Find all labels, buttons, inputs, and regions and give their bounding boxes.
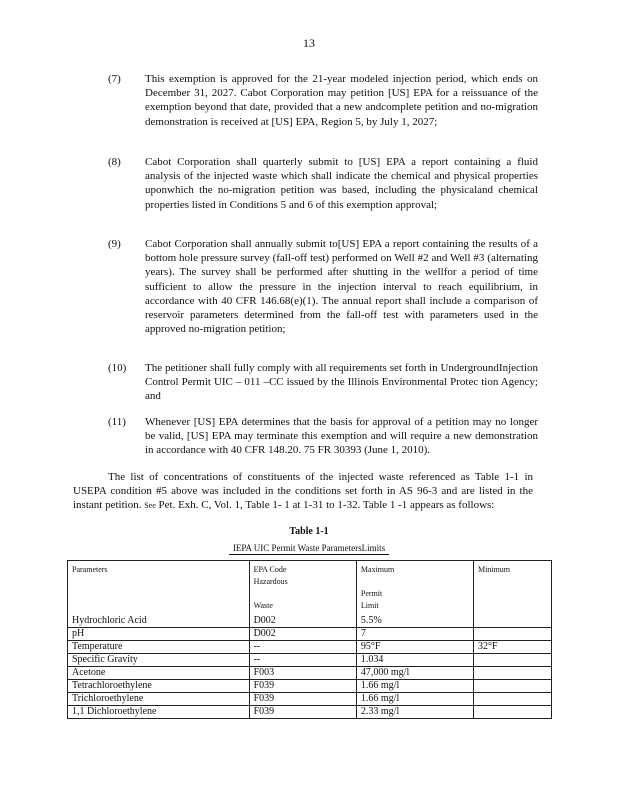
condition-number: (7) xyxy=(108,73,121,85)
condition-text: Whenever [US] EPA determines that the basis for approval of a petition may no longer be valid, [US] EPA may terminate this exemption and will require a new demonstration in accordance with 40 CFR 148.20. 75 FR 30393 (June 1, 2010). xyxy=(145,416,538,457)
condition-11 xyxy=(108,415,538,458)
cell-maximum: 1.66 mg/l xyxy=(356,680,473,693)
cell-minimum xyxy=(473,706,551,719)
header-waste: Waste xyxy=(253,601,273,610)
waste-parameters-table xyxy=(67,560,552,719)
cell-parameter: Tetrachloroethylene xyxy=(68,680,250,693)
condition-7 xyxy=(108,72,538,129)
header-maximum-permit xyxy=(361,564,469,600)
cell-epa-code: D002 xyxy=(249,612,356,628)
cell-minimum xyxy=(473,628,551,641)
header-maximum-limit xyxy=(356,561,473,613)
cell-epa-code: -- xyxy=(249,654,356,667)
cell-parameter: Specific Gravity xyxy=(68,654,250,667)
cell-epa-code: F039 xyxy=(249,693,356,706)
cell-maximum: 1.66 mg/l xyxy=(356,693,473,706)
table-header-row xyxy=(68,561,552,613)
condition-10 xyxy=(108,361,538,404)
condition-number: (9) xyxy=(108,238,121,250)
cell-minimum: 32°F xyxy=(473,641,551,654)
condition-number: (11) xyxy=(108,416,126,428)
cell-parameter: 1,1 Dichloroethylene xyxy=(68,706,250,719)
condition-text: The petitioner shall fully comply with all requirements set forth in UndergroundInjection Control Permit UIC – 011 –CC issued by the Illinois Environmental Protec tion Agency; and xyxy=(145,362,538,403)
table-row xyxy=(68,667,552,680)
cell-parameter: Temperature xyxy=(68,641,250,654)
cell-maximum: 7 xyxy=(356,628,473,641)
table-row xyxy=(68,693,552,706)
header-epa-code xyxy=(249,561,356,613)
table-subtitle-wrap xyxy=(0,538,618,556)
table-row xyxy=(68,706,552,719)
cell-maximum: 47,000 mg/l xyxy=(356,667,473,680)
cell-parameter: pH xyxy=(68,628,250,641)
cell-parameter: Trichloroethylene xyxy=(68,693,250,706)
cell-epa-code: D002 xyxy=(249,628,356,641)
table-row xyxy=(68,680,552,693)
body-paragraph xyxy=(73,470,533,514)
table-subtitle: IEPA UIC Permit Waste ParametersLimits xyxy=(229,543,389,555)
condition-text: Cabot Corporation shall annually submit to[US] EPA a report containing the results of a bottom hole pressure survey (fall-off test) performed on Well #2 and Well #3 (alternating years). The survey shall be performed after shutting in the wellfor a period of time sufficient to allow the pressure in the injection interval to reach equilibrium, in accordance with 40 CFR 146.68(e)(1). The annual report shall include a comparison of reservoir parameters determined from the fall-off test with parameters used in the approved no-migration petition; xyxy=(145,238,538,336)
header-parameters: Parameters xyxy=(68,561,250,613)
page-number: 13 xyxy=(303,36,315,50)
condition-number: (10) xyxy=(108,362,127,374)
header-epa-code-text: EPA Code xyxy=(253,565,287,574)
header-permit: Permit xyxy=(360,589,383,598)
see-signal: See xyxy=(144,501,156,511)
table-title: Table 1-1 xyxy=(289,526,329,537)
condition-number: (8) xyxy=(108,156,121,168)
header-hazardous: Hazardous xyxy=(253,577,288,586)
cell-epa-code: F039 xyxy=(249,680,356,693)
condition-text: This exemption is approved for the 21-year modeled injection period, which ends on December 31, 2027. Cabot Corporation may petition [US] EPA for a reissuance of the exemption beyond that date, provided that a new andcomplete petition and no-migration demonstration is received at [US] EPA, Region 5, by July 1, 2027; xyxy=(145,73,538,128)
cell-minimum xyxy=(473,680,551,693)
cell-minimum xyxy=(473,667,551,680)
cell-maximum: 2.33 mg/l xyxy=(356,706,473,719)
cell-minimum xyxy=(473,693,551,706)
header-hazardous-waste xyxy=(254,576,352,612)
cell-epa-code: F003 xyxy=(249,667,356,680)
cell-parameter: Acetone xyxy=(68,667,250,680)
cell-maximum: 5.5% xyxy=(356,612,473,628)
cell-minimum xyxy=(473,612,551,628)
header-minimum: Minimum xyxy=(473,561,551,613)
condition-9 xyxy=(108,237,538,336)
table-row xyxy=(68,612,552,628)
condition-text: Cabot Corporation shall quarterly submit to [US] EPA a report containing a fluid analysis of the injected waste which shall indicate the chemical and physical properties uponwhich the no-migration petition was based, including the physicaland chemical properties listed in Conditions 5 and 6 of this exemption approval; xyxy=(145,156,538,211)
header-maximum: Maximum xyxy=(360,565,395,574)
cell-epa-code: F039 xyxy=(249,706,356,719)
cell-epa-code: -- xyxy=(249,641,356,654)
paragraph-text-2: Pet. Exh. C, Vol. 1, Table 1- 1 at 1-31 to 1-32. Table 1 -1 appears as follows: xyxy=(155,499,495,512)
cell-maximum: 95°F xyxy=(356,641,473,654)
table-row xyxy=(68,641,552,654)
cell-minimum xyxy=(473,654,551,667)
condition-8 xyxy=(108,155,538,212)
table-row xyxy=(68,628,552,641)
paragraph-text-1: The list of concentrations of constituents of the injected waste referenced as Table 1-1 in USEPA condition #5 above was included in the conditions set forth in AS 96-3 and are listed in the instant petition. xyxy=(73,471,533,512)
cell-maximum: 1.034 xyxy=(356,654,473,667)
cell-parameter: Hydrochloric Acid xyxy=(68,612,250,628)
table-row xyxy=(68,654,552,667)
header-limit: Limit xyxy=(360,601,379,610)
